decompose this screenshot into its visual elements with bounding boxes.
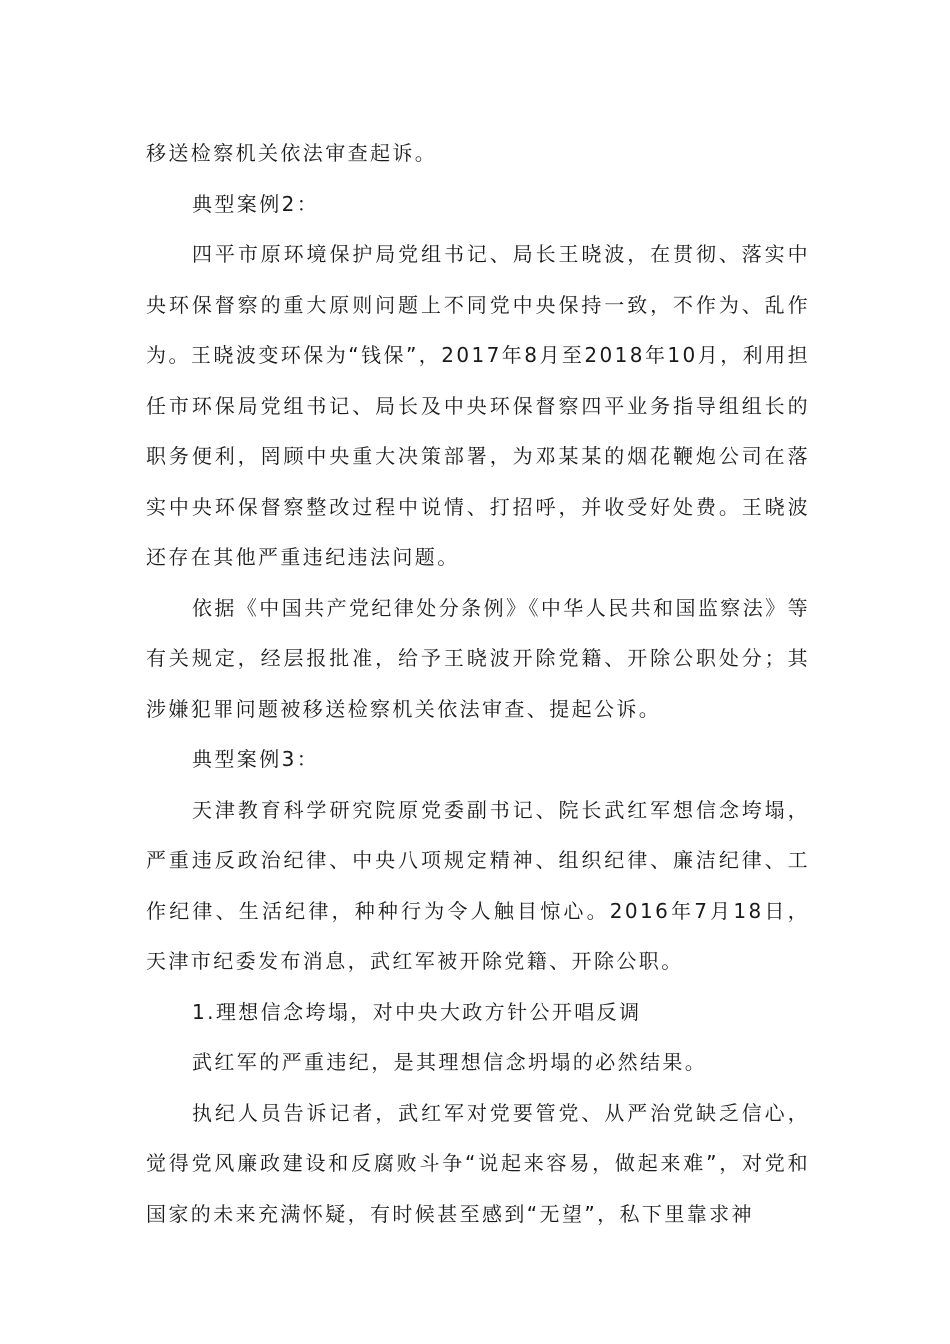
case-heading-3: 典型案例3： <box>192 747 320 771</box>
case-2-disposition: 依据《中国共产党纪律处分条例》《中华人民共和国监察法》等有关规定，经层报批准，给予王晓波开除党籍、开除公职处分；其涉嫌犯罪问题被移送检察机关依法审查、提起公诉。 <box>146 595 810 721</box>
case-2-body: 四平市原环境保护局党组书记、局长王晓波，在贯彻、落实中央环保督察的重大原则问题上不同党中央保持一致，不作为、乱作为。王晓波变环保为“钱保”，2017年8月至2018年10月，利用担任市环保局党组书记、局长及中央环保督察四平业务指导组组长的职务便利，罔顾中央重大决策部署，为邓某某的烟花鞭炮公司在落实中央环保督察整改过程中说情、打招呼，并收受好处费。王晓波还存在其他严重违纪违法问题。 <box>146 242 810 569</box>
section-heading-1: 1.理想信念垮塌，对中央大政方针公开唱反调 <box>192 999 642 1024</box>
case-3-summary: 武红军的严重违纪，是其理想信念坍塌的必然结果。 <box>192 1050 708 1074</box>
case-3-detail: 执纪人员告诉记者，武红军对党要管党、从严治党缺乏信心，觉得党风廉政建设和反腐败斗争“说起来容易，做起来难”，对党和国家的未来充满怀疑，有时候甚至感到“无望”，私下里靠求神 <box>146 1100 810 1226</box>
case-3-body: 天津教育科学研究院原党委副书记、院长武红军想信念垮塌，严重违反政治纪律、中央八项规定精神、组织纪律、廉洁纪律、工作纪律、生活纪律，种种行为令人触目惊心。2016年7月18日，天津市纪委发布消息，武红军被开除党籍、开除公职。 <box>146 797 810 973</box>
document-body <box>146 128 810 1239</box>
case-heading-2: 典型案例2： <box>192 191 320 216</box>
paragraph-continuation: 移送检察机关依法审查起诉。 <box>146 141 438 165</box>
